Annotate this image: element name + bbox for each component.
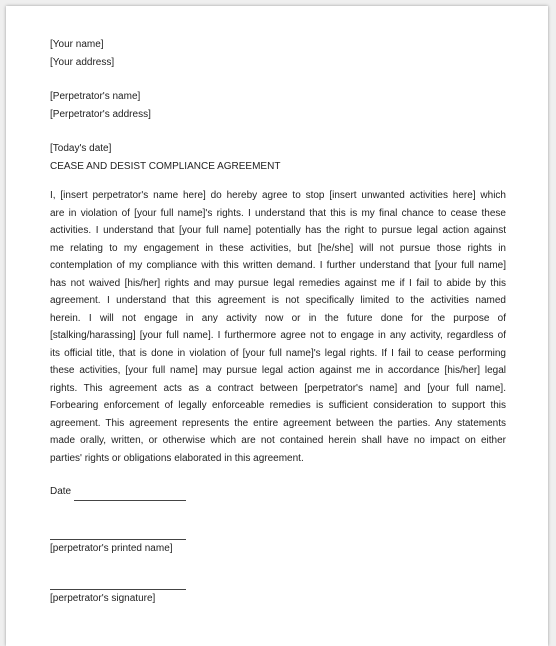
letter-content: [50, 36, 506, 608]
body-line: Forbearing enforcement of legally enforceable remedies is sufficient consideration to support this: [50, 400, 506, 411]
body-line: herein. I will not engage in any activity now or in the future done for the purpose of: [50, 312, 506, 324]
sender-address: [Your address]: [50, 56, 115, 68]
body-line: parties' rights or obligations elaborated in this agreement.: [50, 452, 304, 464]
body-line: agreement. I understand that this agreement is not specifically limited to the activities named: [50, 295, 506, 306]
signature-label: [perpetrator's signature]: [50, 593, 156, 604]
signature-blank-line: [50, 577, 186, 590]
date-blank-line: [74, 489, 186, 501]
body-line: agreement. This agreement represents the entire agreement between the parties. Any statements: [50, 417, 506, 429]
body-line: has not waived [his/her] rights and may pursue legal remedies against me if I fail to abide by this: [50, 277, 506, 289]
body-line: its official title, that is done in violation of [your full name]'s legal rights. If I fail to cease performing: [50, 347, 506, 359]
body-line: made orally, written, or otherwise which are not contained herein shall have no impact on either: [50, 435, 506, 446]
letter-date: [Today's date]: [50, 143, 112, 154]
printed-name-blank-line: [50, 527, 186, 540]
agreement-body: [50, 187, 506, 467]
body-line: rights. This agreement acts as a contract between [perpetrator's name] and [your full name].: [50, 382, 506, 394]
body-line: these activities, [your full name] may pursue legal action against me in accordance [his/her] legal: [50, 365, 506, 376]
date-label: Date: [50, 486, 72, 497]
body-line: [stalking/harassing] [your full name]. I furthermore agree not to engage in any activity, regardless of: [50, 330, 506, 341]
recipient-address: [Perpetrator's address]: [50, 108, 151, 120]
date-signature-row: [50, 483, 506, 501]
sender-name: [Your name]: [50, 39, 104, 50]
agreement-title: CEASE AND DESIST COMPLIANCE AGREEMENT: [50, 160, 281, 172]
document-page: [6, 6, 548, 646]
body-line: me relating to my engagement in these activities, but [he/she] will not pursue those rights in: [50, 242, 506, 254]
body-line: contemplation of my compliance with this written demand. I further understand that [your full name]: [50, 260, 506, 271]
body-line: I, [insert perpetrator's name here] do hereby agree to stop [insert unwanted activities here] which: [50, 190, 506, 201]
body-line: activities. I understand that [your full name] potentially has the right to pursue legal action against: [50, 225, 506, 236]
body-line: are in violation of [your full name]'s rights. I understand that this is my final chance to cease these: [50, 207, 506, 219]
printed-name-label: [perpetrator's printed name]: [50, 542, 173, 554]
recipient-name: [Perpetrator's name]: [50, 91, 141, 102]
